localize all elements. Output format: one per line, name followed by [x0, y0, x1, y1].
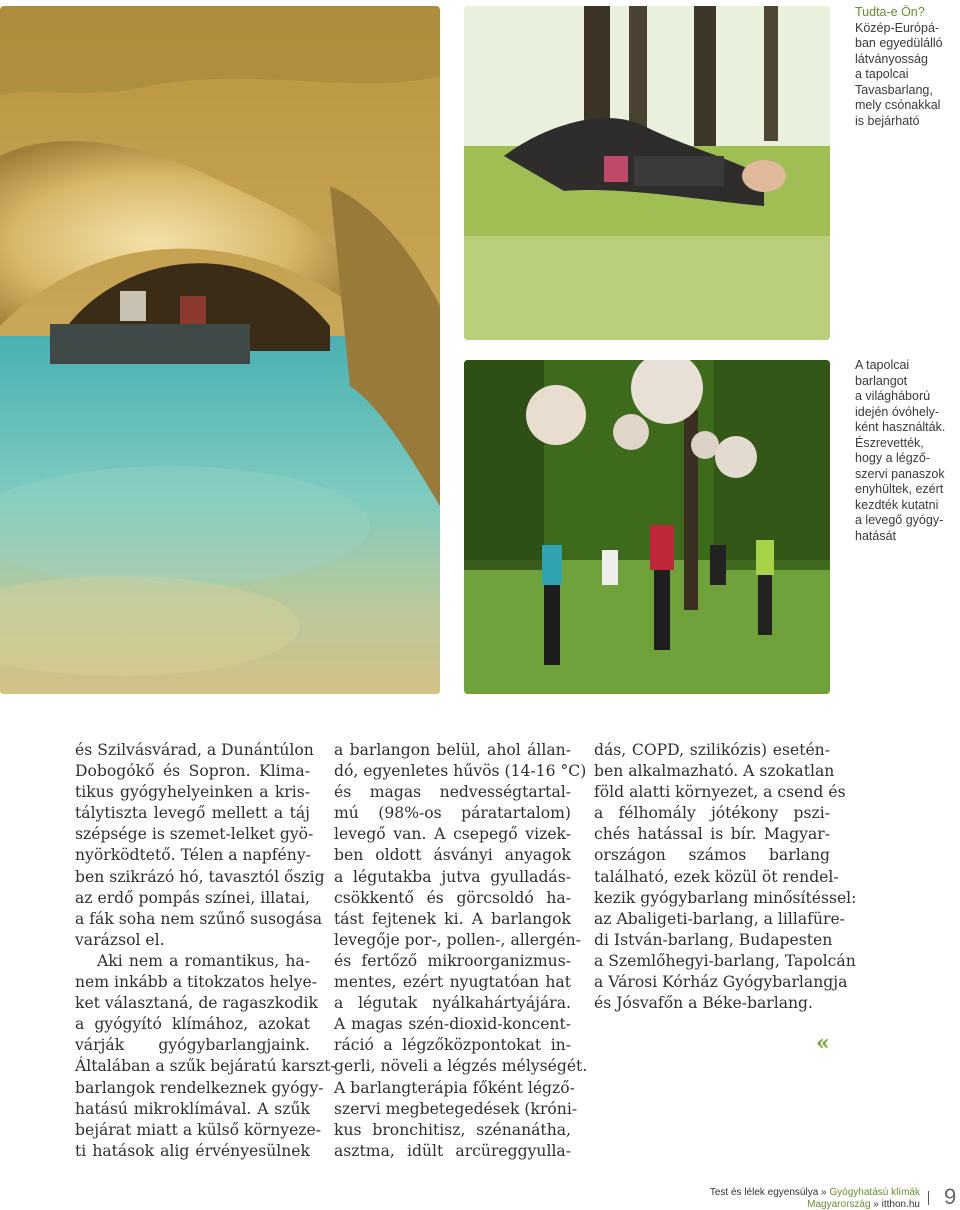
text-line: dás, COPD, szilikózis) esetén- — [594, 741, 830, 759]
text-line: ráció a légzőközpontokat in- — [334, 1036, 571, 1055]
text-column-2 — [334, 740, 588, 1162]
text-line: A magas szén-dioxid-koncent- — [334, 1015, 571, 1034]
paragraph — [334, 740, 588, 1162]
text-line: országon számos barlang — [594, 846, 830, 865]
text-line: és Szilvásvárad, a Dunántúlon — [75, 741, 314, 759]
text-line: és fertőző mikroorganizmus- — [334, 951, 571, 970]
text-line: mentes, ezért nyugtatóan hat — [334, 973, 571, 992]
text-line: levegő van. A csepegő vizek- — [334, 825, 571, 844]
caption-text: A tapolcai barlangot a világháború idején óvóhely- ként használták. Észrevették, hogy a légző- szervi panaszok enyhültek, ezért kezdték kutatni a levegő gyógy- hatását — [855, 358, 946, 543]
paragraph — [75, 951, 336, 1162]
footer-topic: Gyógyhatású klímák — [829, 1187, 920, 1198]
cave-lake-photo — [0, 6, 440, 694]
text-line: csökkentő és görcsoldó ha- — [334, 888, 571, 907]
text-line: a barlangon belül, ahol állan- — [334, 741, 571, 759]
text-line: barlangok rendelkeznek gyógy- — [75, 1078, 324, 1097]
text-line: a légutak nyálkahártyájára. — [334, 994, 571, 1013]
footer-separator — [928, 1191, 929, 1205]
caption-text: Közép-Európá- ban egyedülálló látványosság a tapolcai Tavasbarlang, mely csónakkal is bejárható — [855, 20, 943, 128]
text-line: tikus gyógyhelyeinken a kris- — [75, 783, 310, 802]
footer-breadcrumb — [710, 1187, 920, 1198]
text-line: a légutakba jutva gyulladás- — [334, 867, 571, 886]
text-line: di István-barlang, Budapesten — [594, 930, 833, 949]
text-line: kezik gyógybarlang minősítéssel: — [594, 888, 857, 907]
text-line: hatású mikroklímával. A szűk — [75, 1099, 310, 1118]
text-line: ben szikrázó hó, tavasztól őszig — [75, 867, 325, 886]
footer-site — [807, 1199, 920, 1210]
woman-lying-in-grass-photo — [464, 6, 830, 340]
text-line: chés hatással is bír. Magyar- — [594, 825, 830, 844]
text-line: szervi megbetegedések (króni- — [334, 1099, 578, 1118]
text-line: és Jósvafőn a Béke-barlang. — [594, 994, 813, 1013]
text-line: varázsol el. — [75, 930, 165, 949]
text-line: szépsége is szemet-lelket gyö- — [75, 825, 314, 844]
sidebar-caption-did-you-know — [855, 5, 960, 129]
text-line: a gyógyító klímához, azokat — [75, 1015, 310, 1034]
text-column-3 — [594, 740, 857, 1014]
text-line: és magas nedvességtartal- — [334, 783, 571, 802]
paragraph — [594, 740, 857, 1014]
text-line: ket választaná, de ragaszkodik — [75, 994, 318, 1013]
sidebar-caption-cave-history — [855, 358, 960, 544]
text-line: tást fejtenek ki. A barlangok — [334, 909, 571, 928]
footer-country: Magyarország — [807, 1199, 871, 1210]
text-line: a Szemlőhegyi-barlang, Tapolcán — [594, 951, 856, 970]
text-line: a félhomály jótékony pszi- — [594, 804, 830, 823]
text-line: levegője por-, pollen-, allergén- — [334, 930, 581, 949]
text-line: várják gyógybarlangjaink. — [75, 1036, 310, 1055]
text-line: az erdő pompás színei, illatai, — [75, 888, 311, 907]
footer-url: » itthon.hu — [870, 1199, 920, 1210]
text-column-1 — [75, 740, 336, 1162]
text-line: gerli, növeli a légzés mélységét. — [334, 1057, 588, 1076]
text-line: Általában a szűk bejáratú karszt- — [75, 1057, 336, 1076]
text-line: föld alatti környezet, a csend és — [594, 783, 846, 802]
text-line: ben oldott ásványi anyagok — [334, 846, 571, 865]
text-line: a fák soha nem szűnő susogása — [75, 909, 323, 928]
article-end-mark: « — [816, 1030, 830, 1056]
paragraph — [75, 740, 325, 951]
text-line: mú (98%-os páratartalom) — [334, 804, 571, 823]
text-line: A barlangterápia főként légző- — [334, 1078, 575, 1097]
text-line: bejárat miatt a külső környeze- — [75, 1120, 322, 1139]
footer-section: Test és lélek egyensúlya » — [709, 1187, 830, 1198]
text-line: az Abaligeti-barlang, a lillafüre- — [594, 909, 845, 928]
text-line: tálytiszta levegő mellett a táj — [75, 804, 310, 823]
people-with-balloons-photo — [464, 360, 830, 694]
text-line: Aki nem a romantikus, ha- — [97, 951, 310, 970]
text-line: található, ezek közül öt rendel- — [594, 867, 839, 886]
text-line: Dobogókő és Sopron. Klima- — [75, 762, 310, 781]
text-line: asztma, idült arcüreggyulla- — [334, 1141, 571, 1160]
text-line: ti hatások alig érvényesülnek — [75, 1141, 310, 1160]
caption-title: Tudta-e Ön? — [855, 5, 925, 19]
page-number: 9 — [944, 1184, 957, 1209]
text-line: kus bronchitisz, szénanátha, — [334, 1120, 571, 1139]
text-line: nyörködtető. Télen a napfény- — [75, 846, 311, 865]
text-line: nem inkább a titokzatos helye- — [75, 973, 318, 992]
text-line: dó, egyenletes hűvös (14-16 °C) — [334, 762, 587, 781]
text-line: a Városi Kórház Gyógybarlangja — [594, 973, 848, 992]
text-line: ben alkalmazható. A szokatlan — [594, 762, 835, 781]
